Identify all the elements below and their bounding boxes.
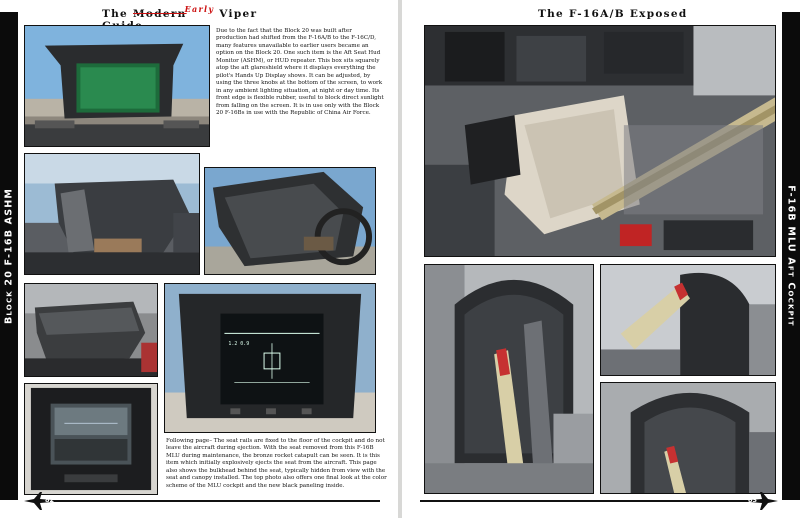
right-page-header: The F-16A/B Exposed xyxy=(538,8,688,20)
right-sidebar xyxy=(782,12,800,500)
caption-bottom: Following page– The seat rails are fixed to the floor of the cockpit and do not leave the aircraft during ejection. With the seat removed from this F-16B MLU during maintenance, the bronze rocket catapult can be seen. It is this item which initially explosively ejects the seat from the aircraft. This page also shows the bulkhead behind the seat, typically hidden from view with the seat and canopy installed. The top photo also offers one final look at the color scheme of the MLU cockpit and the new black paneling inside. xyxy=(166,438,387,489)
photo-ashm-screen xyxy=(164,283,376,433)
header-pre: The xyxy=(102,8,129,20)
left-footer-rule xyxy=(40,500,380,502)
right-sidebar-title: F-16B MLU Aft Cockpit xyxy=(785,185,797,327)
photo-ashm-airfield xyxy=(24,25,210,147)
header-strike: Modern xyxy=(133,8,187,20)
photo-bulkhead-catapult xyxy=(424,264,594,494)
photo-bulkhead-frame xyxy=(600,382,776,494)
header-inserted: Early xyxy=(184,4,215,14)
left-page-header xyxy=(102,4,302,22)
photo-bulkhead-side xyxy=(600,264,776,376)
right-page-number: 83 xyxy=(748,496,758,504)
left-sidebar-title: Block 20 F-16B ASHM xyxy=(3,187,15,325)
photo-aft-cockpit-floor xyxy=(424,25,776,257)
photo-ashm-display xyxy=(24,383,158,495)
left-sidebar xyxy=(0,12,18,500)
right-footer-rule xyxy=(420,500,750,502)
photo-ashm-hood xyxy=(204,167,376,275)
photo-ashm-side xyxy=(24,153,200,275)
photo-ashm-top xyxy=(24,283,158,377)
svg-text:1.2 0.9: 1.2 0.9 xyxy=(228,341,250,348)
caption-top: Due to the fact that the Block 20 was built after production had shifted from the F-16A/B to the F-16C/D, many features unavailable to earlier users became an option on the Block 20. One such item is the Aft Seat Hud Monitor (ASHM), or HUD repeater. This box sits squarely atop the aft glareshield where it displays everything the pilot's Hands Up Display shows. It can be adjusted, by using the three knobs at the bottom of the screen, to work in any ambient lighting situation, at night or day time. Its front edge is flexible rubber, useful to block direct sunlight from falling on the screen. It is in use only with the Block 20 F-16Bs in use with the Republic of China Air Force. xyxy=(216,28,384,116)
header-post: Viper xyxy=(219,8,258,20)
left-page-number: 82 xyxy=(45,496,55,504)
